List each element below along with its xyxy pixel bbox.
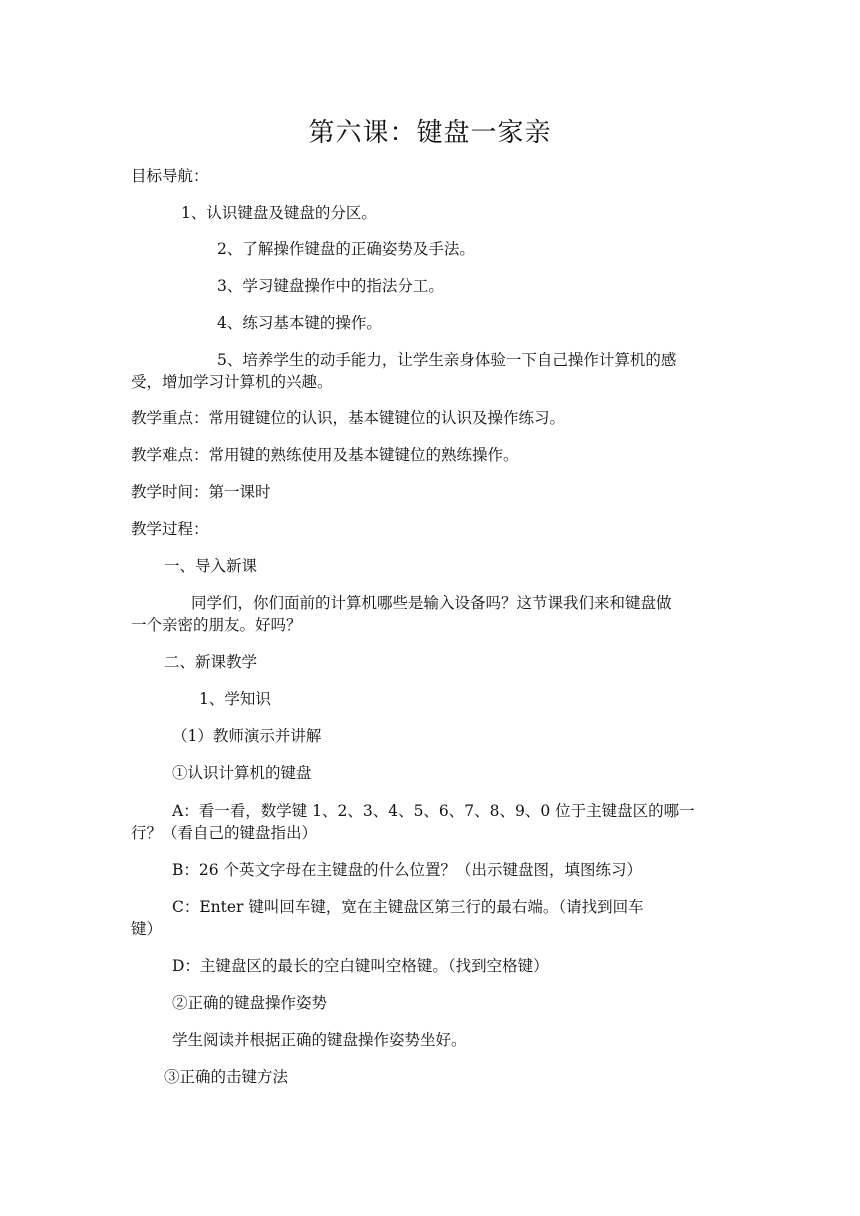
subsection-1-1: （1）教师演示并讲解 [172,727,322,745]
goal-item-4: 4、练习基本键的操作。 [217,314,382,332]
goal-item-2: 2、了解操作键盘的正确姿势及手法。 [217,240,475,258]
item-3: ③正确的击键方法 [164,1068,289,1086]
item-a-line1: A：看一看，数学键 1、2、3、4、5、6、7、8、9、0 位于主键盘区的哪一 [172,802,695,820]
goal-item-5-line2: 受，增加学习计算机的兴趣。 [131,373,333,391]
item-c-line2: 键） [131,920,163,938]
item-1: ①认识计算机的键盘 [172,764,312,782]
difficulty: 教学难点：常用键的熟练使用及基本键键位的熟练操作。 [131,446,519,464]
item-c-line1: C：Enter 键叫回车键，宽在主键盘区第三行的最右端。（请找到回车 [172,898,644,916]
section-heading-2: 二、新课教学 [164,653,258,671]
section-heading-1: 一、导入新课 [164,557,258,575]
item-2: ②正确的键盘操作姿势 [172,994,328,1012]
item-d: D：主键盘区的最长的空白键叫空格键。（找到空格键） [172,957,549,975]
subsection-1: 1、学知识 [199,690,271,708]
teaching-process: 教学过程： [131,520,209,538]
intro-line-1: 同学们，你们面前的计算机哪些是输入设备吗？这节课我们来和键盘做 [191,594,672,612]
item-a-line2: 行？（看自己的键盘指出） [131,824,318,842]
item-b: B：26 个英文字母在主键盘的什么位置？（出示键盘图，填图练习） [172,861,643,879]
goal-item-1: 1、认识键盘及键盘的分区。 [181,204,377,222]
goals-heading: 目标导航： [131,167,209,185]
goal-item-3: 3、学习键盘操作中的指法分工。 [217,277,444,295]
page-title: 第六课：键盘一家亲 [308,118,552,148]
teaching-time: 教学时间：第一课时 [131,483,271,501]
goal-item-5-line1: 5、培养学生的动手能力，让学生亲身体验一下自己操作计算机的感 [217,351,677,369]
item-2-text: 学生阅读并根据正确的键盘操作姿势坐好。 [172,1031,467,1049]
intro-line-2: 一个亲密的朋友。好吗？ [131,616,302,634]
key-point: 教学重点：常用键键位的认识，基本键键位的认识及操作练习。 [131,409,566,427]
